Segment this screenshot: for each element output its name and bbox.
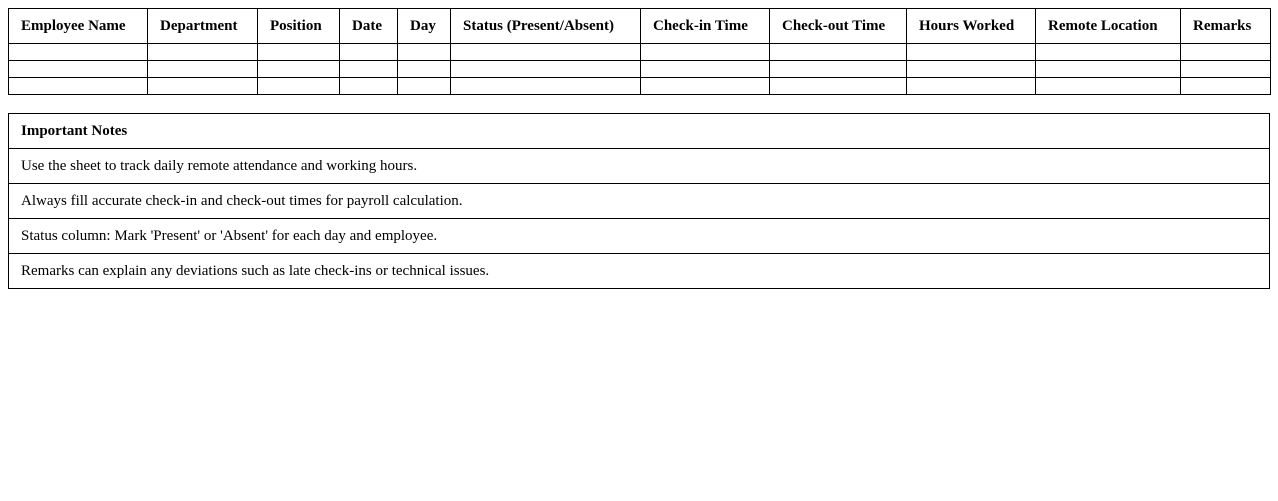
notes-table	[8, 113, 1270, 289]
table-cell[interactable]	[451, 78, 641, 95]
column-header-remote-location: Remote Location	[1036, 9, 1181, 44]
attendance-header-row	[9, 9, 1271, 44]
table-cell[interactable]	[340, 61, 398, 78]
table-cell[interactable]	[9, 61, 148, 78]
attendance-table	[8, 8, 1271, 95]
table-cell[interactable]	[340, 78, 398, 95]
column-header-hours-worked: Hours Worked	[907, 9, 1036, 44]
table-cell[interactable]	[641, 44, 770, 61]
table-cell[interactable]	[258, 44, 340, 61]
table-cell[interactable]	[1181, 44, 1271, 61]
table-cell[interactable]	[9, 78, 148, 95]
table-cell[interactable]	[1181, 78, 1271, 95]
table-cell[interactable]	[451, 44, 641, 61]
table-cell[interactable]	[641, 61, 770, 78]
note-text: Status column: Mark 'Present' or 'Absent' for each day and employee.	[9, 219, 1270, 254]
column-header-position: Position	[258, 9, 340, 44]
notes-heading: Important Notes	[9, 114, 1270, 149]
table-cell[interactable]	[907, 44, 1036, 61]
table-cell[interactable]	[1181, 61, 1271, 78]
column-header-status: Status (Present/Absent)	[451, 9, 641, 44]
table-cell[interactable]	[9, 44, 148, 61]
table-row	[9, 61, 1271, 78]
column-header-department: Department	[148, 9, 258, 44]
column-header-check-out-time: Check-out Time	[770, 9, 907, 44]
table-cell[interactable]	[148, 61, 258, 78]
list-item	[9, 254, 1270, 289]
table-cell[interactable]	[398, 44, 451, 61]
table-cell[interactable]	[398, 78, 451, 95]
note-text: Use the sheet to track daily remote attendance and working hours.	[9, 149, 1270, 184]
table-cell[interactable]	[641, 78, 770, 95]
table-cell[interactable]	[770, 78, 907, 95]
table-row	[9, 44, 1271, 61]
table-cell[interactable]	[340, 44, 398, 61]
notes-heading-row	[9, 114, 1270, 149]
table-cell[interactable]	[258, 78, 340, 95]
list-item	[9, 219, 1270, 254]
column-header-day: Day	[398, 9, 451, 44]
column-header-check-in-time: Check-in Time	[641, 9, 770, 44]
list-item	[9, 184, 1270, 219]
column-header-date: Date	[340, 9, 398, 44]
table-cell[interactable]	[907, 78, 1036, 95]
list-item	[9, 149, 1270, 184]
table-cell[interactable]	[398, 61, 451, 78]
table-cell[interactable]	[1036, 61, 1181, 78]
table-cell[interactable]	[770, 61, 907, 78]
table-cell[interactable]	[907, 61, 1036, 78]
table-cell[interactable]	[148, 78, 258, 95]
table-row	[9, 78, 1271, 95]
column-header-remarks: Remarks	[1181, 9, 1271, 44]
note-text: Remarks can explain any deviations such as late check-ins or technical issues.	[9, 254, 1270, 289]
table-cell[interactable]	[1036, 44, 1181, 61]
table-cell[interactable]	[451, 61, 641, 78]
table-cell[interactable]	[258, 61, 340, 78]
table-cell[interactable]	[148, 44, 258, 61]
note-text: Always fill accurate check-in and check-out times for payroll calculation.	[9, 184, 1270, 219]
column-header-employee-name: Employee Name	[9, 9, 148, 44]
table-cell[interactable]	[1036, 78, 1181, 95]
table-cell[interactable]	[770, 44, 907, 61]
